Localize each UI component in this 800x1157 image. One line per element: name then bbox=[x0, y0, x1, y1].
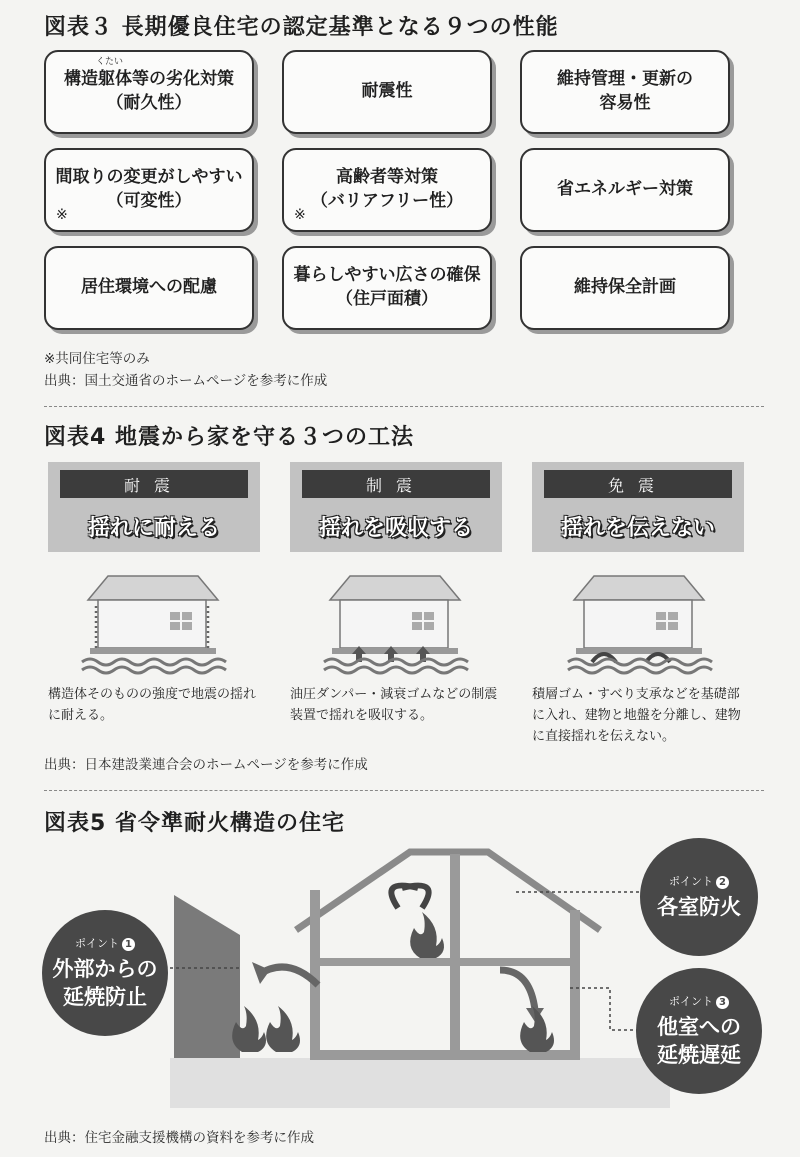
point-line1: 他室への bbox=[657, 1014, 741, 1039]
point-number: 1 bbox=[122, 938, 135, 951]
criteria-box-environment bbox=[44, 246, 254, 330]
point-number: 3 bbox=[716, 996, 729, 1009]
method-caption-seishin: 油圧ダンパー・減衰ゴムなどの制震装置で揺れを吸収する。 bbox=[290, 687, 498, 723]
panel-head: 制震 bbox=[302, 470, 490, 498]
fig4-source: 出典：日本建設業連合会のホームページを参考に作成 bbox=[44, 757, 368, 773]
point-2-circle bbox=[640, 838, 758, 956]
criteria-box-maintenance-plan bbox=[520, 246, 730, 330]
box-line2: （バリアフリー性） bbox=[310, 191, 464, 211]
box-line1: 暮らしやすい広さの確保 bbox=[293, 265, 481, 286]
box-line1: 構造躯体等の劣化対策 bbox=[64, 69, 234, 90]
note-mark: ※ bbox=[294, 207, 306, 224]
ruby-annotation: くたい bbox=[96, 57, 124, 67]
point-1-circle bbox=[42, 910, 168, 1036]
box-line2: （可変性） bbox=[106, 191, 192, 211]
box-line2: （耐久性） bbox=[106, 93, 192, 113]
criteria-box-barrier-free bbox=[282, 148, 492, 232]
fig3-title: 図表３ 長期優良住宅の認定基準となる９つの性能 bbox=[44, 15, 559, 40]
panel-main-text: 揺れを伝えない bbox=[560, 515, 715, 541]
section-divider bbox=[44, 790, 764, 791]
fig4-title: 図表4 地震から家を守る３つの工法 bbox=[44, 425, 414, 450]
box-line1: 高齢者等対策 bbox=[336, 167, 438, 188]
method-caption-taishin: 構造体そのものの強度で地震の揺れに耐える。 bbox=[48, 687, 257, 723]
criteria-box-durability bbox=[44, 50, 254, 134]
point-line1: 各室防火 bbox=[657, 894, 741, 919]
panel-head: 耐震 bbox=[60, 470, 248, 498]
point-3-circle bbox=[636, 968, 762, 1094]
point-label: ポイント bbox=[669, 994, 713, 1008]
box-line1: 間取りの変更がしやすい bbox=[55, 167, 243, 188]
box-line2: 容易性 bbox=[599, 93, 651, 113]
panel-main-text: 揺れに耐える bbox=[87, 515, 220, 541]
method-panel-menshin bbox=[532, 462, 744, 552]
criteria-box-maintenance bbox=[520, 50, 730, 134]
point-line2: 延焼遅延 bbox=[657, 1043, 741, 1067]
fig5-title: 図表5 省令準耐火構造の住宅 bbox=[44, 811, 345, 836]
method-panel-seishin bbox=[290, 462, 502, 552]
point-label: ポイント bbox=[75, 936, 119, 950]
point-line2: 延焼防止 bbox=[63, 985, 147, 1009]
point-label: ポイント bbox=[669, 874, 713, 888]
criteria-box-energy bbox=[520, 148, 730, 232]
fig5-source: 出典：住宅金融支援機構の資料を参考に作成 bbox=[44, 1130, 314, 1146]
note-mark: ※ bbox=[56, 207, 68, 224]
point-number: 2 bbox=[716, 876, 729, 889]
fire-resistant-house-diagram bbox=[170, 840, 670, 1110]
point-line1: 外部からの bbox=[52, 956, 158, 981]
box-line1: 居住環境への配慮 bbox=[81, 277, 217, 298]
method-caption-menshin: 積層ゴム・すべり支承などを基礎部に入れ、建物と地盤を分離し、建物に直接揺れを伝えない。 bbox=[532, 687, 741, 744]
box-line2: （住戸面積） bbox=[336, 289, 438, 309]
house-illustration-menshin bbox=[566, 570, 716, 675]
criteria-box-floor-area bbox=[282, 246, 492, 330]
box-line1: 維持管理・更新の bbox=[557, 69, 693, 90]
box-line1: 耐震性 bbox=[361, 81, 413, 102]
box-line1: 維持保全計画 bbox=[574, 277, 676, 298]
fig3-source: 出典：国土交通省のホームページを参考に作成 bbox=[44, 373, 328, 389]
fig3-note: ※共同住宅等のみ bbox=[44, 351, 150, 367]
panel-main-text: 揺れを吸収する bbox=[318, 515, 473, 541]
criteria-box-flexibility bbox=[44, 148, 254, 232]
criteria-box-seismic bbox=[282, 50, 492, 134]
house-illustration-seishin bbox=[322, 570, 472, 675]
box-line1: 省エネルギー対策 bbox=[557, 179, 693, 200]
house-illustration-taishin bbox=[80, 570, 230, 675]
panel-head: 免震 bbox=[544, 470, 732, 498]
method-panel-taishin bbox=[48, 462, 260, 552]
section-divider bbox=[44, 406, 764, 407]
